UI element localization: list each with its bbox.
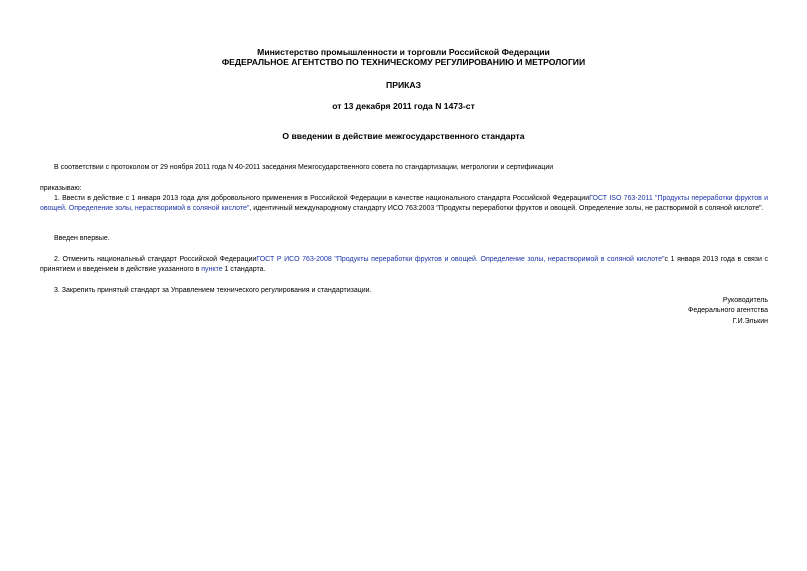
item-2-prefix: 2. Отменить национальный стандарт Российской Федерации [54, 256, 257, 263]
item-2-suffix: 1 стандарта. [222, 266, 266, 273]
ministry-title: Министерство промышленности и торговли Российской Федерации [257, 47, 550, 57]
note-first-introduced: Введен впервые. [54, 235, 110, 242]
document-subject: О введении в действие межгосударственного стандарта [282, 131, 525, 141]
intro-paragraph: В соответствии с протоколом от 29 ноября 2011 года N 40-2011 заседания Межгосударственного совета по стандартизации, метрологии и сертификации [54, 164, 554, 171]
signature-name: Г.И.Элькин [732, 318, 768, 325]
item-reference-link[interactable]: пункте [201, 266, 223, 273]
item-1-suffix: , идентичный международному стандарту ИСО 763:2003 "Продукты переработки фруктов и овощей. Определение золы, не растворимой в соляной кислоте". [249, 205, 764, 212]
item-1-paragraph [40, 194, 768, 214]
signature-org: Федерального агентства [688, 307, 768, 314]
item-2-middle: с 1 января 2013 года в связи с принятием и введением в действие указанного в [40, 256, 768, 273]
item-2-paragraph [40, 255, 768, 275]
order-word: приказываю: [40, 185, 82, 192]
document-type: ПРИКАЗ [386, 80, 421, 90]
document-date-number: от 13 декабря 2011 года N 1473-ст [332, 101, 475, 111]
agency-title: ФЕДЕРАЛЬНОЕ АГЕНТСТВО ПО ТЕХНИЧЕСКОМУ РЕГУЛИРОВАНИЮ И МЕТРОЛОГИИ [221, 57, 586, 67]
gost-r-iso-763-2008-link[interactable]: ГОСТ Р ИСО 763-2008 "Продукты переработки фруктов и овощей. Определение золы, нерастворимой в соляной кислоте" [256, 256, 665, 263]
item-3-paragraph: 3. Закрепить принятый стандарт за Управлением технического регулирования и стандартизации. [54, 287, 372, 294]
gost-iso-763-2011-link[interactable]: ГОСТ ISO 763-2011 "Продукты переработки фруктов и овощей. Определение золы, нерастворимой в соляной кислоте" [40, 195, 768, 212]
item-1-prefix: 1. Ввести в действие с 1 января 2013 года для добровольного применения в Российской Федерации в качестве национального стандарта Российской Федерации [54, 195, 590, 202]
signature-title: Руководитель [722, 297, 768, 304]
